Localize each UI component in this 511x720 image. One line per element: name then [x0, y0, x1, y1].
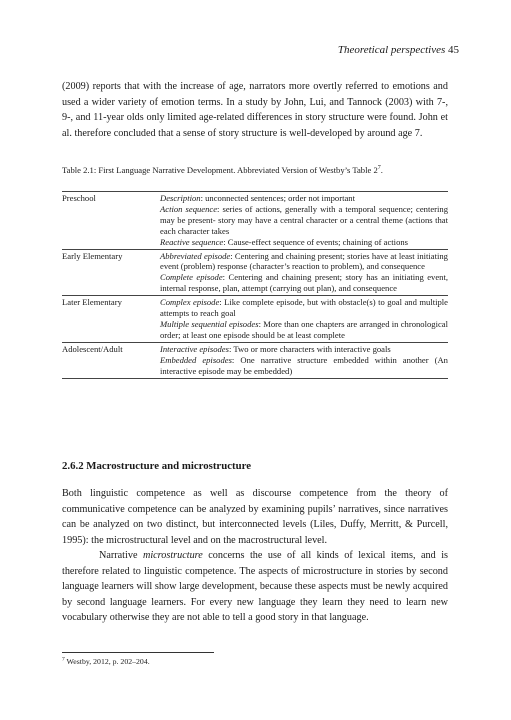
- episode-description-cell: [160, 342, 448, 378]
- episode-term: Complex episode: [160, 297, 220, 308]
- episode-entry: [160, 237, 448, 248]
- footnote-rule: [62, 652, 214, 653]
- episode-description-cell: [160, 192, 448, 250]
- episode-definition: : Two or more characters with interactive goals: [228, 343, 391, 354]
- running-header: [338, 44, 459, 56]
- table-row: [62, 249, 448, 296]
- running-title: Theoretical perspectives: [337, 44, 446, 56]
- footnote-mark: 7: [62, 656, 65, 663]
- episode-definition: : Centering and chaining present; stories have at least initiating event (problem) response (character’s reaction to problem), and consequence: [160, 250, 448, 272]
- episode-term: Reactive sequence: [160, 236, 224, 247]
- footnote: [62, 657, 150, 666]
- episode-definition: : More than one chapters are arranged in chronological order; at least one episode should be at least complete: [160, 318, 448, 340]
- footnote-text: Westby, 2012, p. 202–204.: [64, 657, 150, 666]
- episode-definition: : Cause-effect sequence of events; chaining of actions: [223, 236, 409, 247]
- episode-term: Embedded episodes: [160, 354, 232, 365]
- table-row: [62, 296, 448, 343]
- paragraph-2: Both linguistic competence as well as discourse competence from the theory of communicative competence can be analyzed by examining pupils’ narratives, since narratives can be analyzed on two distinct, but interconnected levels (Liles, Duffy, Merritt, & Purcell, 1995): the microstructural level and on the macrostructural level.: [62, 488, 448, 546]
- episode-description-cell: [160, 296, 448, 343]
- episode-definition: : Centering and chaining present; story has an initiating event, internal response, plan, attempt (carrying out plan), and consequence: [160, 272, 448, 294]
- episode-description-cell: [160, 249, 448, 296]
- table-caption-tail: .: [380, 165, 383, 175]
- episode-entry: [160, 272, 448, 294]
- episode-term: Action sequence: [160, 203, 218, 214]
- episode-term: Description: [160, 193, 201, 203]
- page-number: 45: [448, 44, 459, 56]
- episode-entry: [160, 193, 448, 204]
- table-row: [62, 192, 448, 250]
- paragraph-3-body: concerns the use of all kinds of lexical items, and is therefore related to linguistic competence. The aspects of microstructure in stories by second language learners will show large development, because these aspects must be newly acquired by second language learners. For every new language they learn they need to learn new vocabulary otherwise they are not able to tell a good story in that language.: [62, 550, 448, 624]
- stage-cell: Preschool: [62, 192, 160, 250]
- table-caption: [62, 165, 448, 176]
- paragraph-3-term: microstructure: [142, 550, 203, 561]
- episode-definition: : unconnected sentences; order not important: [200, 193, 355, 203]
- episode-term: Complete episode: [160, 272, 223, 283]
- paragraph-1: (2009) reports that with the increase of age, narrators more overtly referred to emotions and used a wider variety of emotion terms. In a study by John, Lui, and Tannock (2003) with 7-, 9-, and 11-year olds only limited age-related differences in story structure were found. John et al. therefore concluded that a sense of story structure is well-developed by around age 7.: [62, 81, 448, 139]
- episode-entry: [160, 251, 448, 273]
- episode-entry: [160, 344, 448, 355]
- stage-cell: Adolescent/Adult: [62, 342, 160, 378]
- narrative-development-table: [62, 191, 448, 379]
- table-caption-text: Table 2.1: First Language Narrative Development. Abbreviated Version of Westby’s Table 2: [62, 165, 378, 175]
- episode-definition: : One narrative structure embedded within another (An interactive episode may be embedded): [160, 354, 448, 376]
- episode-term: Multiple sequential episodes: [160, 318, 259, 329]
- episode-term: Abbreviated episode: [160, 250, 231, 261]
- episode-definition: : series of actions, generally with a temporal sequence; centering may be present- story may have a central character or a central theme (actions that each character takes: [160, 203, 448, 236]
- table-caption-note-mark: 7: [377, 165, 381, 172]
- episode-entry: [160, 355, 448, 377]
- stage-cell: Early Elementary: [62, 249, 160, 296]
- section-heading: 2.6.2 Macrostructure and microstructure: [62, 460, 252, 472]
- episode-entry: [160, 319, 448, 341]
- episode-entry: [160, 297, 448, 319]
- paragraph-3: [62, 548, 448, 626]
- episode-definition: : Like complete episode, but with obstacle(s) to goal and multiple attempts to reach goal: [160, 297, 448, 319]
- paragraph-3-lead: Narrative: [99, 550, 143, 561]
- table-row: [62, 342, 448, 378]
- stage-cell: Later Elementary: [62, 296, 160, 343]
- episode-entry: [160, 204, 448, 237]
- episode-term: Interactive episodes: [160, 343, 229, 354]
